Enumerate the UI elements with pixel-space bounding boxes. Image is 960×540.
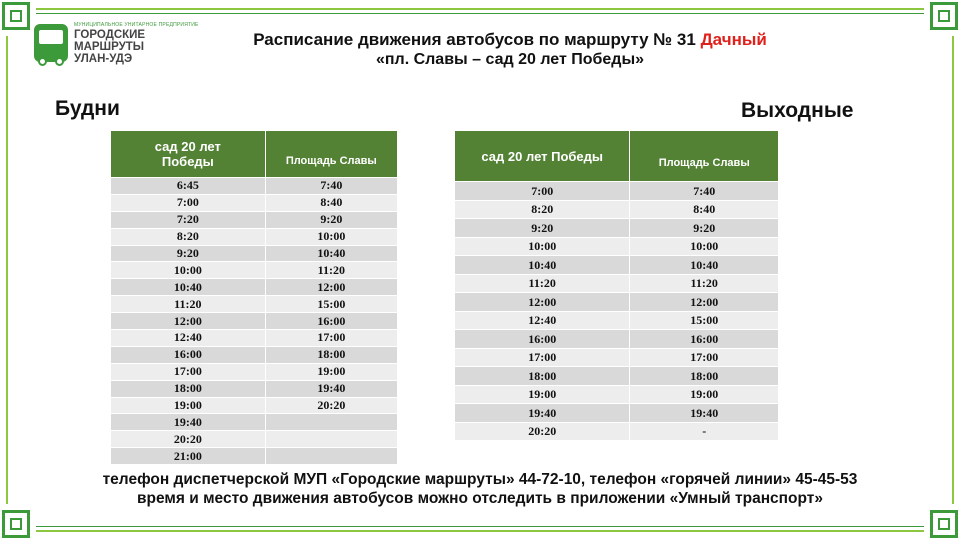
table-row bbox=[111, 296, 398, 313]
departure-garden-cell: 7:20 bbox=[111, 211, 266, 228]
table-row bbox=[111, 313, 398, 330]
departure-square-cell: 10:00 bbox=[630, 237, 779, 256]
departure-garden-cell: 16:00 bbox=[111, 346, 266, 363]
departure-garden-cell: 20:20 bbox=[111, 431, 266, 448]
page-subtitle: «пл. Славы – сад 20 лет Победы» bbox=[375, 51, 645, 68]
table-row bbox=[111, 262, 398, 279]
table-row bbox=[111, 414, 398, 431]
frame-top-line bbox=[36, 8, 924, 10]
departure-square-cell: 20:20 bbox=[265, 397, 397, 414]
departure-garden-cell: 7:00 bbox=[111, 194, 266, 211]
departure-square-cell: 7:40 bbox=[265, 178, 397, 195]
logo-name-line3: УЛАН-УДЭ bbox=[74, 53, 133, 65]
departure-garden-cell: 19:00 bbox=[455, 385, 630, 404]
frame-corner-top-left bbox=[2, 2, 30, 30]
weekday-schedule-table bbox=[110, 130, 398, 465]
departure-square-cell: 10:40 bbox=[630, 256, 779, 275]
table-row bbox=[111, 431, 398, 448]
frame-right-line bbox=[952, 36, 954, 504]
departure-garden-cell: 10:00 bbox=[455, 237, 630, 256]
departure-square-cell: 11:20 bbox=[265, 262, 397, 279]
table-row bbox=[111, 194, 398, 211]
departure-garden-cell: 16:00 bbox=[455, 330, 630, 349]
weekend-col-square-label: Площадь Славы bbox=[658, 157, 750, 169]
departure-garden-cell: 20:20 bbox=[455, 422, 630, 441]
departure-garden-cell: 8:20 bbox=[111, 228, 266, 245]
departure-garden-cell: 9:20 bbox=[455, 219, 630, 238]
departure-square-cell: 11:20 bbox=[630, 274, 779, 293]
weekend-heading: Выходные bbox=[741, 99, 854, 122]
table-row bbox=[111, 330, 398, 347]
route-name: Дачный bbox=[700, 30, 767, 49]
departure-garden-cell: 19:40 bbox=[111, 414, 266, 431]
departure-garden-cell: 11:20 bbox=[111, 296, 266, 313]
departure-square-cell: 12:00 bbox=[630, 293, 779, 312]
departure-square-cell: 10:00 bbox=[265, 228, 397, 245]
footer-app-note: время и место движения автобусов можно отследить в приложении «Умный транспорт» bbox=[137, 490, 823, 507]
departure-square-cell: 12:00 bbox=[265, 279, 397, 296]
table-row bbox=[111, 363, 398, 380]
departure-square-cell: 19:00 bbox=[630, 385, 779, 404]
departure-garden-cell: 12:40 bbox=[111, 330, 266, 347]
frame-corner-top-right bbox=[930, 2, 958, 30]
departure-garden-cell: 18:00 bbox=[455, 367, 630, 386]
departure-square-cell: - bbox=[630, 422, 779, 441]
weekday-heading: Будни bbox=[55, 97, 120, 120]
departure-garden-cell: 6:45 bbox=[111, 178, 266, 195]
logo-name bbox=[74, 29, 145, 65]
weekend-schedule-table bbox=[454, 130, 779, 441]
departure-square-cell: 15:00 bbox=[630, 311, 779, 330]
title-prefix: Расписание движения автобусов по маршруту № 31 bbox=[253, 30, 701, 49]
departure-square-cell: 19:00 bbox=[265, 363, 397, 380]
table-row bbox=[111, 397, 398, 414]
table-row bbox=[455, 385, 779, 404]
weekend-col-garden: сад 20 лет Победы bbox=[455, 131, 630, 182]
table-row bbox=[111, 346, 398, 363]
departure-square-cell: 8:40 bbox=[265, 194, 397, 211]
departure-garden-cell: 7:00 bbox=[455, 182, 630, 201]
company-logo bbox=[34, 16, 199, 70]
departure-square-cell: 9:20 bbox=[265, 211, 397, 228]
frame-inner-top-line bbox=[36, 13, 924, 14]
table-row bbox=[111, 211, 398, 228]
frame-corner-bottom-right bbox=[930, 510, 958, 538]
table-row bbox=[455, 219, 779, 238]
departure-square-cell: 17:00 bbox=[630, 348, 779, 367]
table-row bbox=[455, 404, 779, 423]
footer-phones: телефон диспетчерской МУП «Городские маршруты» 44-72-10, телефон «горячей линии» 45-45-53 bbox=[102, 471, 858, 488]
departure-square-cell: 16:00 bbox=[630, 330, 779, 349]
table-row bbox=[455, 311, 779, 330]
page-title bbox=[150, 30, 870, 50]
bus-icon bbox=[34, 24, 68, 62]
departure-garden-cell: 12:00 bbox=[455, 293, 630, 312]
table-row bbox=[111, 380, 398, 397]
table-row bbox=[111, 178, 398, 195]
table-row bbox=[455, 182, 779, 201]
logo-name-line2: МАРШРУТЫ bbox=[74, 41, 145, 53]
departure-garden-cell: 10:00 bbox=[111, 262, 266, 279]
departure-square-cell: 18:00 bbox=[630, 367, 779, 386]
table-row bbox=[111, 448, 398, 465]
departure-square-cell: 16:00 bbox=[265, 313, 397, 330]
table-row bbox=[111, 245, 398, 262]
departure-square-cell: 19:40 bbox=[265, 380, 397, 397]
departure-garden-cell: 11:20 bbox=[455, 274, 630, 293]
table-row bbox=[455, 256, 779, 275]
frame-bottom-line bbox=[36, 530, 924, 532]
logo-org-line: МУНИЦИПАЛЬНОЕ УНИТАРНОЕ ПРЕДПРИЯТИЕ bbox=[74, 22, 199, 28]
weekday-col-garden: сад 20 лет Победы bbox=[111, 131, 266, 178]
departure-garden-cell: 19:00 bbox=[111, 397, 266, 414]
table-row bbox=[455, 330, 779, 349]
departure-garden-cell: 10:40 bbox=[111, 279, 266, 296]
departure-square-cell: 9:20 bbox=[630, 219, 779, 238]
table-row bbox=[455, 293, 779, 312]
departure-garden-cell: 18:00 bbox=[111, 380, 266, 397]
logo-name-line1: ГОРОДСКИЕ bbox=[74, 29, 146, 41]
departure-square-cell: 15:00 bbox=[265, 296, 397, 313]
table-row bbox=[111, 228, 398, 245]
departure-garden-cell: 12:40 bbox=[455, 311, 630, 330]
departure-garden-cell: 17:00 bbox=[111, 363, 266, 380]
departure-garden-cell: 17:00 bbox=[455, 348, 630, 367]
departure-square-cell: 18:00 bbox=[265, 346, 397, 363]
departure-square-cell: 17:00 bbox=[265, 330, 397, 347]
departure-square-cell: 7:40 bbox=[630, 182, 779, 201]
table-row bbox=[455, 367, 779, 386]
departure-garden-cell: 10:40 bbox=[455, 256, 630, 275]
weekday-col-square-label: Площадь Славы bbox=[285, 155, 377, 167]
departure-square-cell bbox=[265, 414, 397, 431]
departure-garden-cell: 21:00 bbox=[111, 448, 266, 465]
departure-square-cell bbox=[265, 448, 397, 465]
table-row bbox=[455, 348, 779, 367]
departure-square-cell: 10:40 bbox=[265, 245, 397, 262]
frame-left-line bbox=[6, 36, 8, 504]
table-row bbox=[455, 274, 779, 293]
table-row bbox=[111, 279, 398, 296]
frame-corner-bottom-left bbox=[2, 510, 30, 538]
departure-square-cell: 19:40 bbox=[630, 404, 779, 423]
departure-garden-cell: 8:20 bbox=[455, 200, 630, 219]
departure-garden-cell: 19:40 bbox=[455, 404, 630, 423]
weekday-col-square bbox=[265, 131, 397, 178]
table-row bbox=[455, 237, 779, 256]
table-row bbox=[455, 200, 779, 219]
weekend-col-square bbox=[630, 131, 779, 182]
departure-square-cell: 8:40 bbox=[630, 200, 779, 219]
departure-garden-cell: 12:00 bbox=[111, 313, 266, 330]
departure-square-cell bbox=[265, 431, 397, 448]
table-row bbox=[455, 422, 779, 441]
departure-garden-cell: 9:20 bbox=[111, 245, 266, 262]
frame-inner-bottom-line bbox=[36, 526, 924, 527]
